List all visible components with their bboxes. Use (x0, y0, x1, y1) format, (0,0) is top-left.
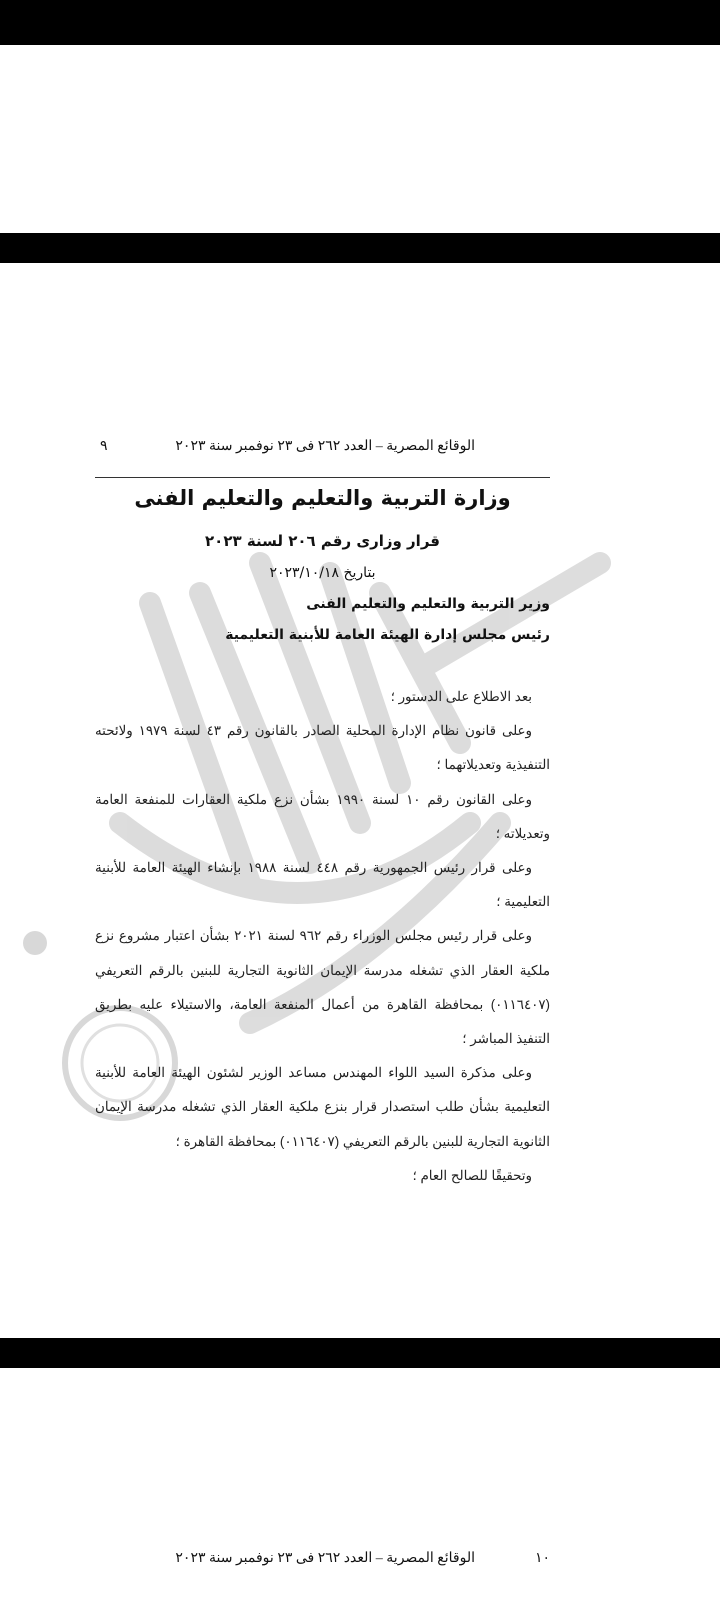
preamble-paragraph: بعد الاطلاع على الدستور ؛ (390, 689, 532, 704)
page-number: ١٠ (534, 1551, 550, 1566)
header-divider (95, 477, 550, 478)
issuer-line-2: رئيس مجلس إدارة الهيئة العامة للأبنية التعليمية (225, 627, 550, 643)
top-black-bar (0, 0, 720, 45)
page-separator-bar (0, 1338, 720, 1368)
preamble-paragraph: وعلى القانون رقم ١٠ لسنة ١٩٩٠ بشأن نزع ملكية العقارات للمنفعة العامة وتعديلاته ؛ (95, 791, 550, 841)
preamble-paragraph: وتحقيقًا للصالح العام ؛ (412, 1167, 532, 1183)
page-number: ٩ (100, 439, 108, 454)
gazette-header: الوقائع المصرية – العدد ٢٦٢ فى ٢٣ نوفمبر سنة ٢٠٢٣ (175, 1551, 475, 1566)
page-header (95, 438, 550, 458)
decree-body (95, 680, 550, 1193)
decree-title: قرار وزارى رقم ٢٠٦ لسنة ٢٠٢٣ (205, 532, 440, 550)
preamble-paragraph: وعلى قرار رئيس الجمهورية رقم ٤٤٨ لسنة ١٩٨٨ بإنشاء الهيئة العامة للأبنية التعليمية ؛ (95, 860, 550, 910)
preamble-paragraph: وعلى قانون نظام الإدارة المحلية الصادر بالقانون رقم ٤٣ لسنة ١٩٧٩ ولائحته التنفيذية وتعديلاتهما ؛ (95, 723, 550, 773)
page-separator-bar (0, 233, 720, 263)
preamble-paragraph: وعلى مذكرة السيد اللواء المهندس مساعد الوزير لشئون الهيئة العامة للأبنية التعليمية بشأن طلب استصدار قرار بنزع ملكية العقار الذي تشغله مدرسة الإيمان الثانوية التجارية للبنين بالرقم التعريفي (٠١١٦٤٠٧) بمحافظة القاهرة ؛ (95, 1065, 550, 1149)
decree-date: بتاريخ ٢٠٢٣/١٠/١٨ (269, 565, 376, 581)
issuer-line-1: وزير التربية والتعليم والتعليم الفنى (306, 596, 550, 612)
ministry-title: وزارة التربية والتعليم والتعليم الفنى (134, 486, 511, 510)
gazette-header: الوقائع المصرية – العدد ٢٦٢ فى ٢٣ نوفمبر سنة ٢٠٢٣ (175, 439, 475, 454)
preamble-paragraph: وعلى قرار رئيس مجلس الوزراء رقم ٩٦٢ لسنة ٢٠٢١ بشأن اعتبار مشروع نزع ملكية العقار الذي تشغله مدرسة الإيمان الثانوية التجارية للبنين بالرقم التعريفي (٠١١٦٤٠٧) بمحافظة القاهرة من أعمال المنفعة العامة، والاستيلاء عليه بطريق التنفيذ المباشر ؛ (95, 928, 550, 1047)
